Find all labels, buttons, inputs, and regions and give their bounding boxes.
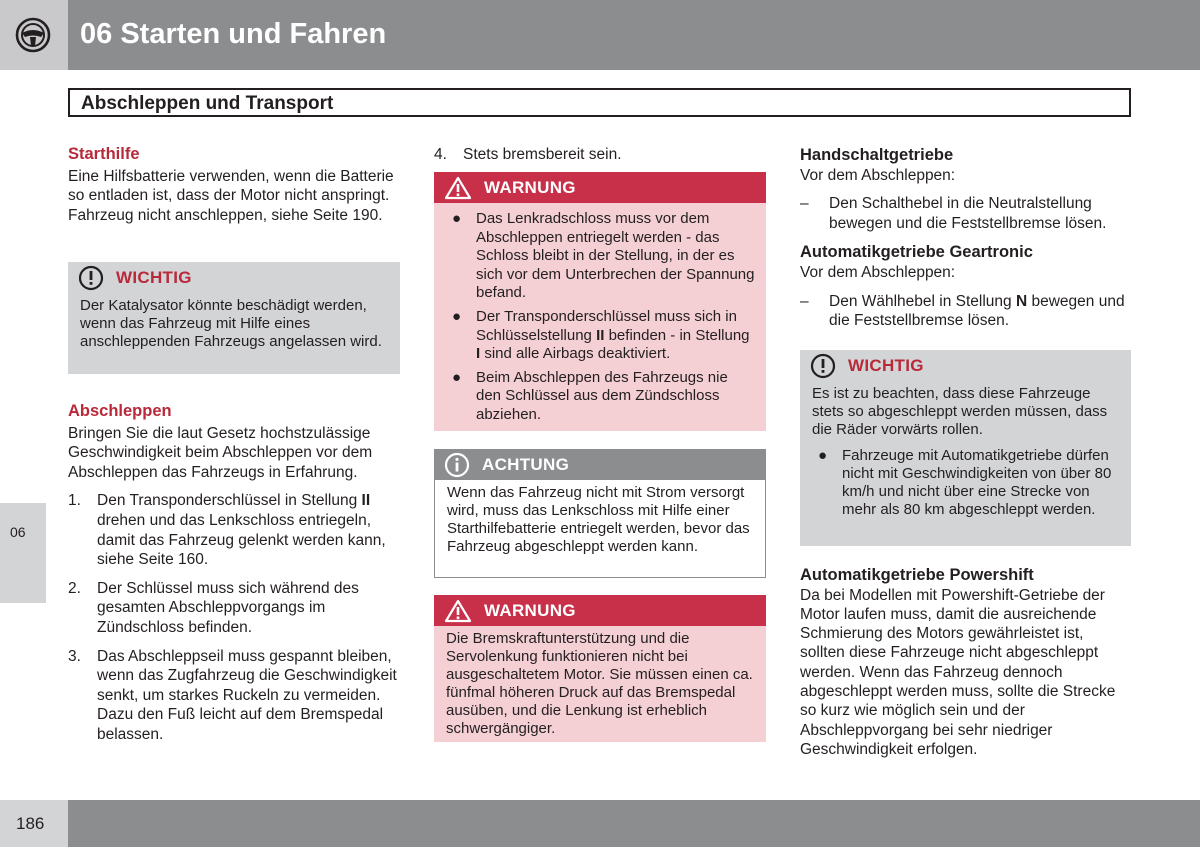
list-number: 2. bbox=[68, 579, 81, 597]
powershift-text: Da bei Modellen mit Powershift-Getriebe der Motor laufen muss, damit die ausreichende Schmierung des Motors gewährleistet ist, sollten diese Fahrzeuge nicht abgeschleppt werden. Wenn das Fahrzeug dennoch abgeschleppt werden muss, sollte die Strecke so kurz wie möglich sein und der Abschleppvorgang bei sehr niedriger Geschwindigkeit erfolgen. bbox=[800, 586, 1116, 758]
side-tab-label: 06 bbox=[10, 524, 26, 540]
list-number: 3. bbox=[68, 647, 81, 665]
step-4 bbox=[434, 145, 766, 165]
achtung-box bbox=[434, 449, 766, 578]
column-left bbox=[68, 145, 400, 225]
bullet-icon: ● bbox=[818, 447, 828, 464]
warnung-box-1-head bbox=[434, 172, 766, 203]
list-number: 4. bbox=[434, 146, 447, 163]
wichtig-label-2: WICHTIG bbox=[848, 355, 924, 375]
starthilfe-text: Eine Hilfsbatterie verwenden, wenn die Batterie so entladen ist, dass der Motor nicht anspringt. Fahrzeug nicht anschleppen, siehe Seite 190. bbox=[68, 167, 394, 224]
powershift-heading: Automatikgetriebe Powershift bbox=[800, 566, 1034, 584]
warnung-text-2: Die Bremskraftunterstützung und die Servolenkung funktionieren nicht bei ausgeschaltetem Motor. Sie müssen einen ca. fünfmal höheren Druck auf das Bremspedal ausüben, und die Lenkung ist erheblich schwergängiger. bbox=[434, 626, 766, 742]
warnung-text-1 bbox=[434, 203, 766, 431]
bullet-icon: ● bbox=[452, 307, 462, 325]
page-number-box bbox=[0, 800, 68, 847]
exclamation-circle-icon bbox=[78, 265, 104, 291]
list-item bbox=[446, 308, 756, 364]
warnung-box-1 bbox=[434, 172, 766, 431]
page-footer bbox=[0, 800, 1200, 847]
list-item bbox=[68, 647, 400, 745]
handschalt-heading: Handschaltgetriebe bbox=[800, 146, 954, 164]
column-right bbox=[800, 146, 1131, 341]
list-text: Der Transponderschlüssel muss sich in Schlüsselstellung II befinden - in Stellung I sind alle Airbags deaktiviert. bbox=[476, 307, 750, 363]
list-text: Den Schalthebel in die Neutralstellung bewegen und die Feststellbremse lösen. bbox=[829, 195, 1107, 232]
abschleppen-heading: Abschleppen bbox=[68, 402, 172, 420]
chapter-side-tab bbox=[0, 503, 46, 603]
warning-triangle-icon bbox=[444, 176, 472, 200]
list-item bbox=[68, 491, 400, 569]
warnung-box-2 bbox=[434, 595, 766, 742]
bullet-icon: ● bbox=[452, 368, 462, 386]
abschleppen-text: Bringen Sie die laut Gesetz hochstzulässige Geschwindigkeit beim Abschleppen vor dem Abschleppen das Fahrzeugs in Erfahrung. bbox=[68, 424, 373, 481]
handschalt-intro: Vor dem Abschleppen: bbox=[800, 166, 956, 184]
wichtig-box-2-head bbox=[800, 350, 1131, 381]
warnung-label-1: WARNUNG bbox=[484, 177, 576, 197]
exclamation-circle-icon bbox=[810, 353, 836, 379]
warnung-label-2: WARNUNG bbox=[484, 600, 576, 620]
wichtig-box-1-head bbox=[68, 262, 400, 293]
bullet-icon: ● bbox=[452, 210, 462, 227]
list-number: 1. bbox=[68, 492, 81, 510]
geartronic-intro: Vor dem Abschleppen: bbox=[800, 263, 956, 281]
list-item bbox=[800, 194, 1131, 233]
steering-wheel-icon bbox=[14, 17, 52, 53]
wichtig-label-1: WICHTIG bbox=[116, 267, 192, 287]
achtung-box-head bbox=[434, 449, 766, 480]
list-item bbox=[446, 369, 756, 425]
wichtig-box-1 bbox=[68, 262, 400, 374]
page-number: 186 bbox=[16, 814, 45, 833]
chapter-icon-box bbox=[0, 0, 68, 70]
list-item bbox=[446, 210, 756, 303]
chapter-title: 06 Starten und Fahren bbox=[80, 18, 387, 50]
list-text: Beim Abschleppen des Fahrzeugs nie den Schlüssel aus dem Zündschloss abziehen. bbox=[476, 368, 728, 423]
list-text: Fahrzeuge mit Automatikgetriebe dürfen nicht mit Geschwindigkeiten von über 80 km/h und nicht über eine Strecke von mehr als 80 km abgeschleppt werden. bbox=[842, 447, 1112, 518]
list-item bbox=[812, 447, 1121, 519]
achtung-label: ACHTUNG bbox=[482, 454, 570, 474]
wichtig-body-2 bbox=[800, 381, 1131, 529]
wichtig-text-2: Es ist zu beachten, dass diese Fahrzeuge stets so abgeschleppt werden müssen, dass die Räder vorwärts rollen. bbox=[812, 385, 1108, 438]
abschleppen-section bbox=[68, 402, 400, 754]
achtung-text: Wenn das Fahrzeug nicht mit Strom versorgt wird, muss das Lenkschloss mit Hilfe einer Starthilfebatterie entriegelt werden, bevor das Fahrzeug abgeschleppt werden kann. bbox=[434, 480, 766, 578]
wichtig-text-1: Der Katalysator könnte beschädigt werden, wenn das Fahrzeug mit Hilfe eines anschleppenden Fahrzeugs angelassen wird. bbox=[80, 297, 382, 350]
list-text: Den Transponderschlüssel in Stellung II drehen und das Lenkschloss entriegeln, damit das Fahrzeug gelenkt werden kann, siehe Seite 160. bbox=[97, 492, 386, 569]
warning-triangle-icon bbox=[444, 599, 472, 623]
list-text: Den Wählhebel in Stellung N bewegen und die Feststellbremse lösen. bbox=[829, 292, 1125, 330]
list-dash: – bbox=[800, 292, 809, 310]
powershift-section bbox=[800, 566, 1131, 759]
info-circle-icon bbox=[444, 452, 470, 478]
list-item bbox=[800, 292, 1131, 331]
list-text: Stets bremsbereit sein. bbox=[463, 146, 622, 163]
wichtig-box-2 bbox=[800, 350, 1131, 546]
section-title: Abschleppen und Transport bbox=[81, 93, 334, 114]
starthilfe-heading: Starthilfe bbox=[68, 145, 140, 163]
section-title-box bbox=[68, 88, 1131, 117]
list-text: Der Schlüssel muss sich während des gesamten Abschleppvorgangs im Zündschloss befinden. bbox=[97, 579, 359, 636]
list-dash: – bbox=[800, 195, 809, 213]
list-text: Das Abschleppseil muss gespannt bleiben, wenn das Zugfahrzeug die Geschwindigkeit senkt, um starkes Ruckeln zu vermeiden. Dazu den Fuß leicht auf dem Bremspedal belassen. bbox=[97, 647, 397, 743]
list-text: Das Lenkradschloss muss vor dem Abschleppen entriegelt werden - das Schloss bleibt in der Stellung, in der es sich vor dem Unterbrechen der Spannung befand. bbox=[476, 210, 755, 302]
list-item bbox=[68, 579, 400, 638]
warnung-box-2-head bbox=[434, 595, 766, 626]
geartronic-heading: Automatikgetriebe Geartronic bbox=[800, 243, 1033, 262]
